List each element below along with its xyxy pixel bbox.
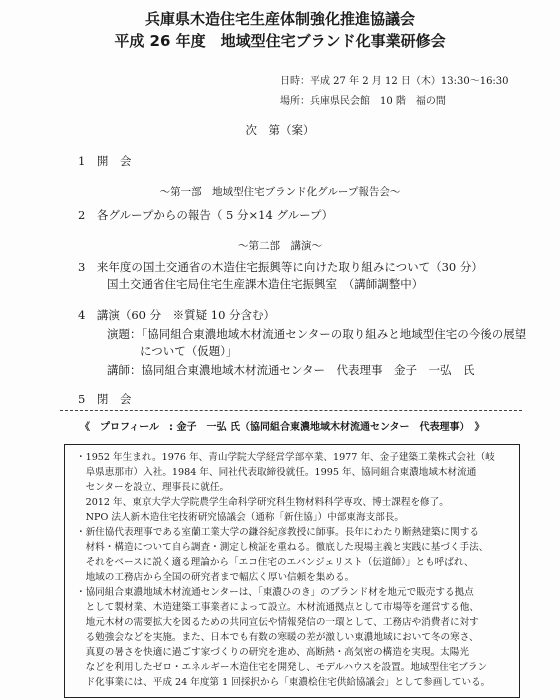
profile-line: ド化事業には、平成 24 年度第 1 回採択から「東濃桧住宅供給協議会」として参画している。 [76, 677, 491, 688]
agenda-title: 次 第（案） [245, 123, 315, 137]
profile-line: 真夏の暑さを快適に過ごす家づくりの研究を進め、高断熱・高気密の構造を実現。太陽光 [76, 647, 469, 658]
agenda-item-2: 2 各グループからの報告（ 5 分×14 グループ） [78, 208, 334, 222]
profile-line: ・新住協代表理事である室蘭工業大学の鎌谷紀彦教授に師事。長年にわたり断熱建築に関する [76, 527, 479, 538]
profile-line: として製材業、木造建築工事業者によって設立。木材流通拠点として市場等を運営する他、 [76, 602, 479, 613]
profile-line: 2012 年、東京大学大学院農学生命科学研究科生物材料科学専攻、博士課程を修了。 [76, 497, 449, 508]
agenda-item-1: 1 開 会 [78, 154, 132, 168]
profile-line: 地元木材の需要拡大を図るための共同宣伝や情報発信の一環として、工務店や消費者に対す [76, 617, 479, 628]
lecture-theme-line2: について（仮題）」 [140, 344, 238, 358]
profile-line: センターを設立、理事長に就任。 [76, 482, 230, 493]
profile-line: ・協同組合東濃地域木材流通センターは、「東濃ひのき」のブランド材を地元で販売する拠点 [76, 587, 474, 598]
document-title-event: 平成 26 年度 地域型住宅ブランド化事業研修会 [114, 32, 446, 50]
agenda-item-3-sub: 国土交通省住宅局住宅生産課木造住宅振興室 （講師調整中） [107, 277, 424, 291]
event-venue: 場所：兵庫県民会館 10 階 福の間 [280, 96, 446, 107]
event-datetime: 日時：平成 27 年 2 月 12 日（木）13:30～16:30 [280, 76, 509, 87]
part2-heading: ～第二部 講演～ [238, 240, 322, 252]
profile-line: NPO 法人新木造住宅技術研究協議会（通称「新住協」）中部東海支部長。 [76, 512, 404, 523]
profile-line: などを利用したゼロ・エネルギー木造住宅を開発し、モデルハウスを設置。地域型住宅ブラン [76, 662, 488, 673]
lecture-lecturer: 講師：協同組合東濃地域木材流通センター 代表理事 金子 一弘 氏 [107, 363, 475, 377]
profile-line: ・1952 年生まれ。1976 年、青山学院大学経営学部卒業、1977 年、金子建築工業株式会社（岐 [76, 452, 495, 463]
profile-heading: 《 プロフィール : 金子 一弘 氏（協同組合東濃地域木材流通センター 代表理事） 》 [80, 422, 485, 433]
lecture-theme-line1: 演題：「協同組合東濃地域木材流通センターの取り組みと地域型住宅の今後の展望 [107, 327, 527, 341]
agenda-item-3: 3 来年度の国土交通省の木造住宅振興等に向けた取り組みについて（30 分） [78, 260, 483, 274]
profile-line: る勉強会などを実施。また、日本でも有数の寒暖の差が激しい東濃地域において冬の寒さ、 [76, 632, 479, 643]
part1-heading: ～第一部 地域型住宅ブランド化グループ報告会～ [159, 186, 401, 198]
section-divider [60, 410, 522, 411]
profile-line: それをベースに説く適る理論から「エコ住宅のエバンジェリスト（伝道師）」とも呼ばれ、 [76, 557, 474, 568]
document-title-organization: 兵庫県木造住宅生産体制強化推進協議会 [144, 10, 415, 28]
profile-line: 材料・構造について自ら調査・測定し検証を重ねる。徹底した現場主義と実践に基づく手法、 [76, 542, 489, 553]
agenda-item-4: 4 講演（60 分 ※質疑 10 分含む） [78, 308, 276, 322]
agenda-item-5: 5 閉 会 [78, 392, 132, 406]
profile-line: 地域の工務店から全国の研究者まで幅広く厚い信頼を集める。 [76, 572, 355, 583]
profile-line: 阜県恵那市）入社。1984 年、同社代表取締役就任。1995 年、協同組合東濃地域木材流通 [76, 467, 477, 478]
